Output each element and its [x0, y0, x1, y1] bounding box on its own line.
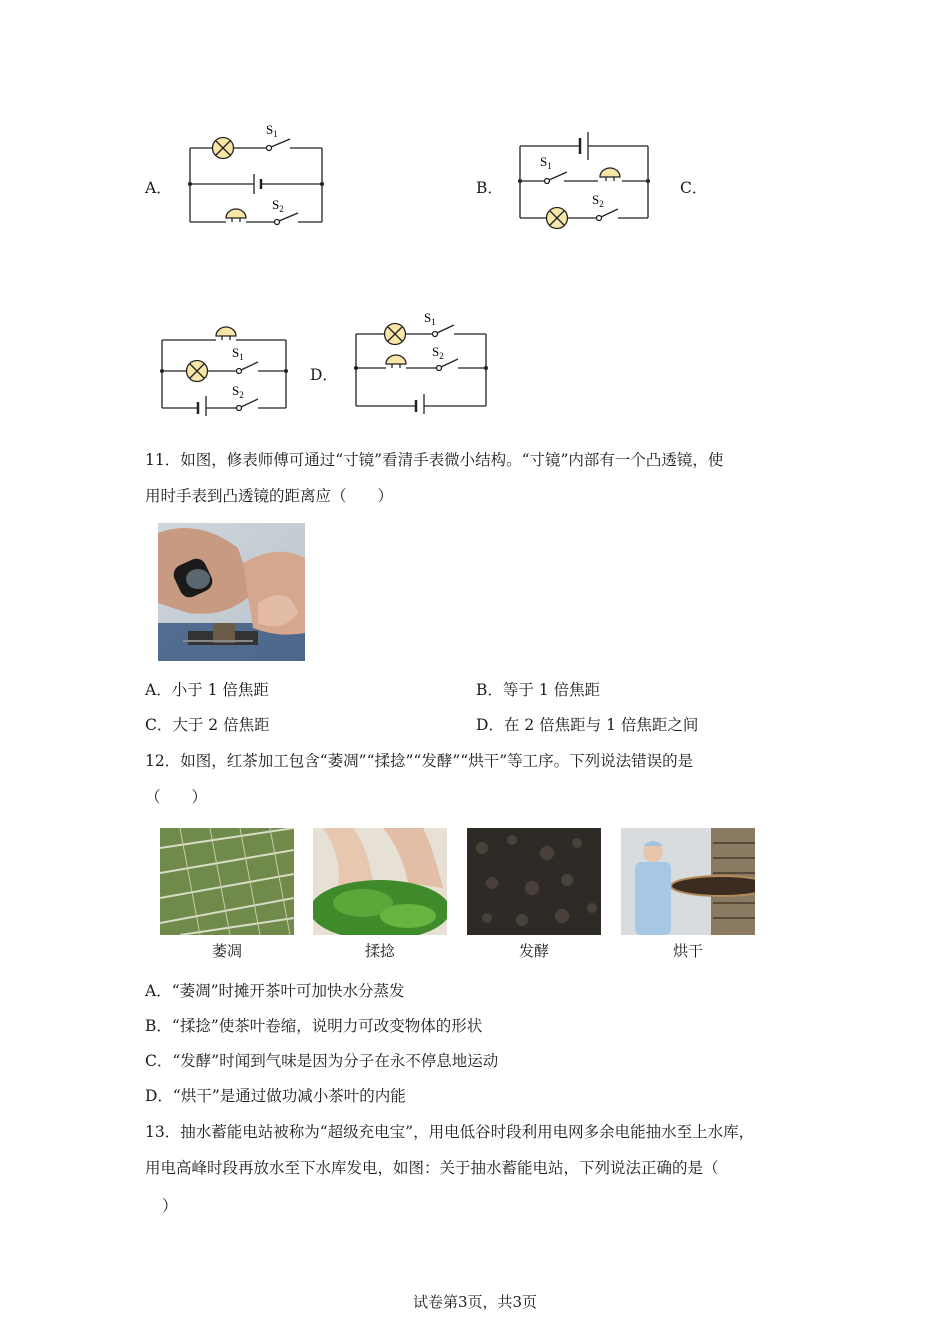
switch-s1-label: $S_1$ — [266, 122, 278, 139]
bell-icon — [600, 168, 620, 181]
circuit-diagram-d — [348, 308, 494, 414]
switch-s2-label: $S_2$ — [232, 383, 244, 400]
switch-s2-label: $S_2$ — [272, 197, 284, 214]
page-footer: 试卷第3页，共3页 — [412, 1293, 538, 1311]
question-11-text-line2: 用时手表到凸透镜的距离应（ ） — [145, 487, 394, 505]
question-13-text-line2: 用电高峰时段再放水至下水库发电，如图：关于抽水蓄能电站，下列说法正确的是（ — [145, 1159, 719, 1177]
option-d[interactable]: D．在 2 倍焦距与 1 倍焦距之间 — [476, 716, 699, 734]
rolling-photo — [313, 828, 447, 935]
option-b-label: B． — [476, 179, 503, 197]
switch-s2-label: $S_2$ — [592, 192, 604, 209]
option-a[interactable]: A．“萎凋”时摊开茶叶可加快水分蒸发 — [145, 982, 405, 1000]
question-11-text-line1: 11．如图，修表师傅可通过“寸镜”看清手表微小结构。“寸镜”内部有一个凸透镜，使 — [145, 451, 724, 469]
option-b[interactable]: B．“揉捻”使茶叶卷缩，说明力可改变物体的形状 — [145, 1017, 483, 1035]
option-c-label: C． — [680, 179, 708, 197]
question-13-text-line3: ） — [162, 1197, 178, 1215]
question-13-text-line1: 13．抽水蓄能电站被称为“超级充电宝”，用电低谷时段利用电网多余电能抽水至上水库， — [145, 1123, 755, 1141]
switch-s2-label: $S_2$ — [432, 344, 444, 361]
bell-icon — [386, 355, 406, 368]
bell-icon — [216, 327, 236, 340]
option-d-label: D． — [310, 366, 338, 384]
lamp-icon — [213, 138, 234, 159]
circuit-diagram-c — [154, 316, 294, 416]
lamp-icon — [385, 324, 406, 345]
option-b[interactable]: B．等于 1 倍焦距 — [476, 681, 601, 699]
lamp-icon — [187, 361, 208, 382]
lamp-icon — [547, 208, 568, 229]
question-12-text-line2: （ ） — [145, 788, 208, 806]
photo-label-fermentation: 发酵 — [518, 942, 549, 960]
fermentation-photo — [467, 828, 601, 935]
photo-label-withering: 萎凋 — [211, 942, 242, 960]
switch-s1-label: $S_1$ — [540, 154, 552, 171]
option-c[interactable]: C．“发酵”时闻到气味是因为分子在永不停息地运动 — [145, 1052, 499, 1070]
circuit-diagram-b — [512, 126, 660, 232]
drying-photo — [621, 828, 755, 935]
switch-s1-label: $S_1$ — [232, 345, 244, 362]
bell-icon — [226, 209, 246, 222]
option-a-label: A． — [145, 179, 172, 197]
circuit-diagram-a — [180, 118, 330, 230]
option-a[interactable]: A．小于 1 倍焦距 — [145, 681, 269, 699]
option-d[interactable]: D．“烘干”是通过做功减小茶叶的内能 — [145, 1087, 406, 1105]
option-c[interactable]: C．大于 2 倍焦距 — [145, 716, 270, 734]
switch-s1-label: $S_1$ — [424, 310, 436, 327]
photo-label-rolling: 揉捻 — [364, 942, 395, 960]
photo-label-drying: 烘干 — [672, 942, 703, 960]
question-12-text-line1: 12．如图，红茶加工包含“萎凋”“揉捻”“发酵”“烘干”等工序。下列说法错误的是 — [145, 752, 694, 770]
watch-repair-photo — [158, 523, 305, 661]
withering-photo — [160, 828, 294, 935]
